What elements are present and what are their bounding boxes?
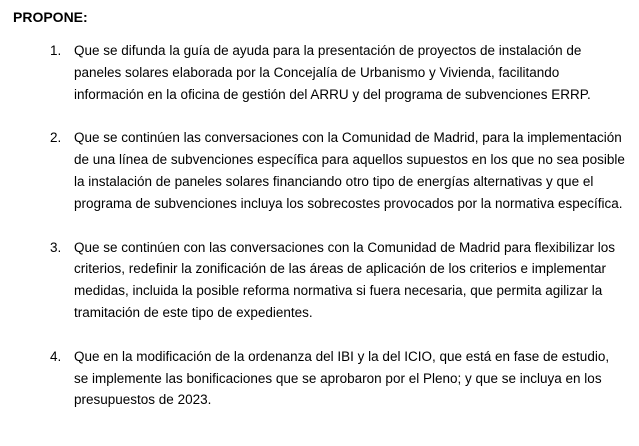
item-text: Que en la modificación de la ordenanza del IBI y la del ICIO, que está en fase de estudio, se implemente las bonificaciones que se aprobaron por el Pleno; y que se incluya en los presupuestos de 2023. [74, 348, 610, 408]
item-text: Que se difunda la guía de ayuda para la presentación de proyectos de instalación de paneles solares elaborada por la Concejalía de Urbanismo y Vivienda, facilitando información en la oficina de gestión del ARRU y del programa de subvenciones ERRP. [74, 43, 591, 102]
item-text: Que se continúen con las conversaciones con la Comunidad de Madrid para flexibilizar los criterios, redefinir la zonificación de las áreas de aplicación de los criterios e implementar medidas, incluida la posible reforma normativa si fuera necesaria, que permita agilizar la tramitación de este tipo de expedientes. [74, 239, 616, 320]
item-number: 2. [50, 130, 62, 146]
item-number: 4. [50, 348, 62, 364]
list-item [13, 40, 629, 105]
list-item [13, 127, 629, 214]
item-text: Que se continúen las conversaciones con la Comunidad de Madrid, para la implementación de una línea de subvenciones específica para aquellos supuestos en los que no sea posible la instalación de paneles solares financiando otro tipo de energías alternativas y que el programa de subvenciones incluya los sobrecostes provocados por la normativa específica. [74, 130, 625, 211]
item-number: 1. [50, 43, 62, 58]
item-number: 3. [50, 239, 62, 255]
list-item [13, 346, 629, 411]
section-heading: PROPONE: [13, 9, 88, 25]
proposal-list [13, 40, 629, 411]
list-item [13, 237, 629, 324]
